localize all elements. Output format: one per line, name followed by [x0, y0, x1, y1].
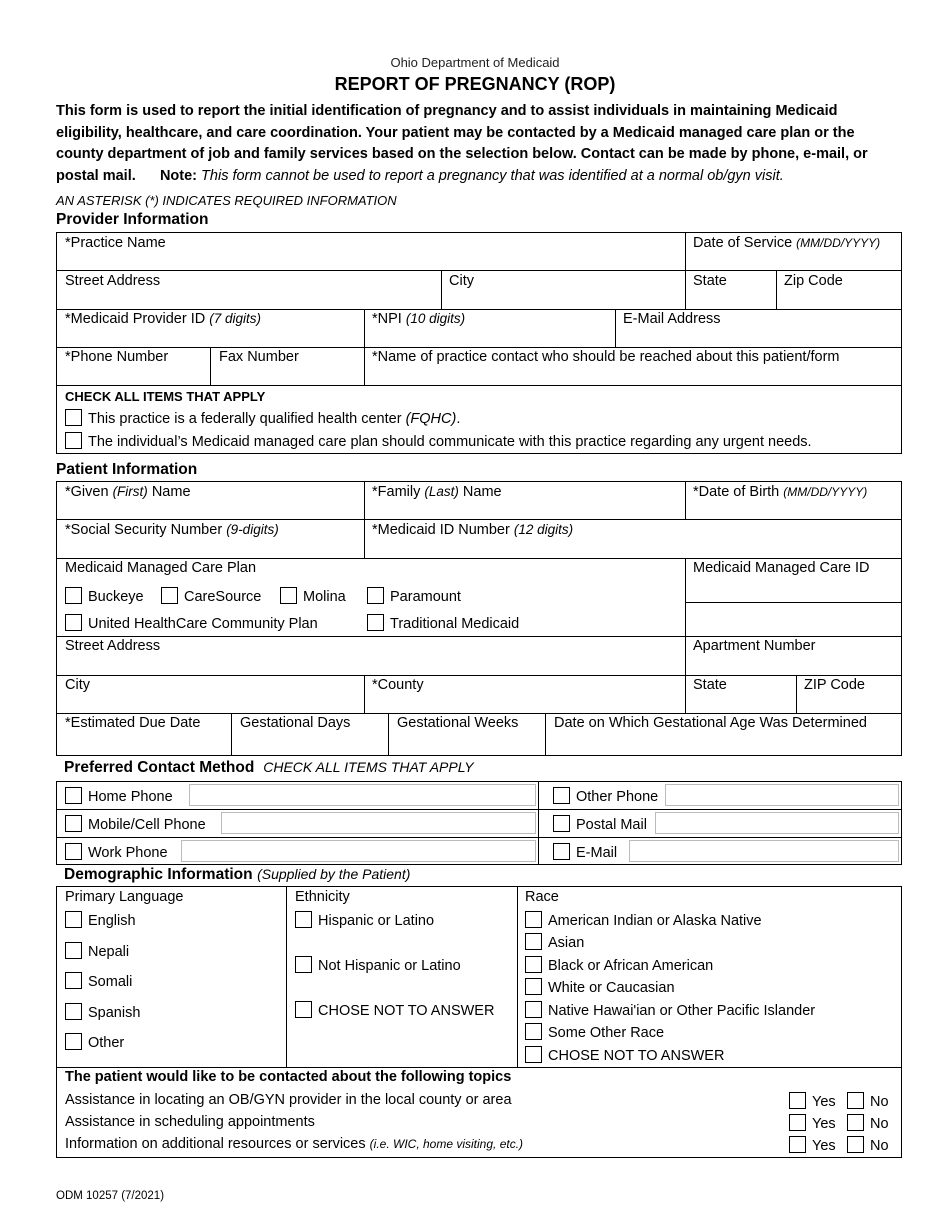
contact-section-title: Preferred Contact Method	[64, 759, 255, 776]
plan-traditional-medicaid-checkbox[interactable]	[367, 614, 384, 631]
language-label: Primary Language	[65, 889, 184, 905]
email-input[interactable]	[629, 840, 899, 862]
urgent-needs-checkbox[interactable]	[65, 432, 82, 449]
contact-home-phone[interactable]: Home Phone	[65, 787, 173, 805]
not-hispanic-checkbox[interactable]	[295, 956, 312, 973]
gest-date-label: Date on Which Gestational Age Was Determined	[554, 715, 867, 731]
contact-postal-mail[interactable]: Postal Mail	[553, 815, 647, 833]
practice-name-label: *Practice Name	[65, 235, 166, 251]
plan-buckeye-checkbox[interactable]	[65, 587, 82, 604]
note-text: This form cannot be used to report a pregnancy that was identified at a normal ob/gyn visit.	[201, 167, 784, 184]
plan-molina-checkbox[interactable]	[280, 587, 297, 604]
home-phone-checkbox[interactable]	[65, 787, 82, 804]
ethnicity-no-answer-checkbox[interactable]	[295, 1001, 312, 1018]
provider-street-label: Street Address	[65, 273, 161, 289]
other-phone-input[interactable]	[665, 784, 899, 806]
contact-method-box	[56, 781, 902, 865]
intro-paragraph	[56, 101, 906, 187]
race-no-answer-checkbox[interactable]	[525, 1046, 542, 1063]
topic-resources: Information on additional resources or services (i.e. WIC, home visiting, etc.)	[65, 1136, 524, 1152]
other-race-checkbox[interactable]	[525, 1023, 542, 1040]
plan-united-healthcare-checkbox[interactable]	[65, 614, 82, 631]
intro-text: This form is used to report the initial identification of pregnancy and to assist individuals in maintaining Medicaid eligibility, healthcare, and care coordination. Your patient may be contacted by a Medicaid managed care plan or the county department of job and family services based on the selection below. Contact can be made by phone, e-mail, or postal mail.	[56, 103, 868, 184]
contact-other-phone[interactable]: Other Phone	[553, 787, 658, 805]
home-phone-input[interactable]	[189, 784, 536, 806]
patient-zip-label: ZIP Code	[804, 677, 865, 693]
topic3-no[interactable]: No	[847, 1136, 889, 1154]
contact-email[interactable]: E-Mail	[553, 843, 617, 861]
topic3-yes[interactable]: Yes	[789, 1136, 836, 1154]
email-checkbox[interactable]	[553, 843, 570, 860]
hispanic-checkbox[interactable]	[295, 911, 312, 928]
race-white[interactable]: White or Caucasian	[525, 978, 675, 996]
provider-zip-label: Zip Code	[784, 273, 843, 289]
provider-email-label: E-Mail Address	[623, 311, 721, 327]
white-checkbox[interactable]	[525, 978, 542, 995]
topic3-yes-checkbox[interactable]	[789, 1136, 806, 1153]
gest-weeks-label: Gestational Weeks	[397, 715, 519, 731]
other-language-checkbox[interactable]	[65, 1033, 82, 1050]
topic3-no-checkbox[interactable]	[847, 1136, 864, 1153]
plan-caresource-checkbox[interactable]	[161, 587, 178, 604]
patient-state-label: State	[693, 677, 727, 693]
topic2-yes[interactable]: Yes	[789, 1114, 836, 1132]
date-of-service-label: Date of Service (MM/DD/YYYY)	[693, 235, 881, 251]
plan-paramount[interactable]: Paramount	[367, 587, 461, 605]
mcp-id-label: Medicaid Managed Care ID	[693, 560, 870, 576]
urgent-needs-option[interactable]: The individual’s Medicaid managed care plan should communicate with this practice regarding any urgent needs.	[65, 432, 812, 450]
language-english[interactable]: English	[65, 911, 136, 929]
provider-info-box	[56, 232, 902, 454]
english-checkbox[interactable]	[65, 911, 82, 928]
demographic-section-sub: (Supplied by the Patient)	[257, 866, 411, 882]
postal-mail-input[interactable]	[655, 812, 899, 834]
fqhc-option[interactable]: This practice is a federally qualified health center (FQHC).	[65, 409, 460, 427]
check-all-label: CHECK ALL ITEMS THAT APPLY	[65, 389, 266, 404]
topic2-no[interactable]: No	[847, 1114, 889, 1132]
mobile-phone-input[interactable]	[221, 812, 536, 834]
pacific-islander-checkbox[interactable]	[525, 1001, 542, 1018]
spanish-checkbox[interactable]	[65, 1003, 82, 1020]
topic-scheduling: Assistance in scheduling appointments	[65, 1114, 315, 1130]
given-name-label: *Given (First) Name	[65, 484, 191, 500]
medicaid-provider-id-label: *Medicaid Provider ID (7 digits)	[65, 311, 262, 327]
topic1-yes[interactable]: Yes	[789, 1092, 836, 1110]
plan-buckeye[interactable]: Buckeye	[65, 587, 144, 605]
fqhc-checkbox[interactable]	[65, 409, 82, 426]
ethnicity-hispanic[interactable]: Hispanic or Latino	[295, 911, 434, 929]
demographic-section-header	[64, 866, 410, 884]
contact-check-all: CHECK ALL ITEMS THAT APPLY	[263, 759, 474, 775]
apartment-label: Apartment Number	[693, 638, 816, 654]
patient-section-title: Patient Information	[56, 461, 198, 478]
form-id-footer: ODM 10257 (7/2021)	[56, 1190, 165, 1202]
topic2-yes-checkbox[interactable]	[789, 1114, 806, 1131]
npi-label: *NPI (10 digits)	[372, 311, 466, 327]
american-indian-checkbox[interactable]	[525, 911, 542, 928]
asian-checkbox[interactable]	[525, 933, 542, 950]
demographic-section-title: Demographic Information	[64, 866, 253, 883]
language-other[interactable]: Other	[65, 1033, 124, 1051]
contact-section-header	[64, 759, 474, 777]
topic2-no-checkbox[interactable]	[847, 1114, 864, 1131]
topic1-yes-checkbox[interactable]	[789, 1092, 806, 1109]
provider-phone-label: *Phone Number	[65, 349, 169, 365]
language-spanish[interactable]: Spanish	[65, 1003, 140, 1021]
language-nepali[interactable]: Nepali	[65, 942, 129, 960]
form-title: REPORT OF PREGNANCY (ROP)	[334, 74, 616, 94]
race-asian[interactable]: Asian	[525, 933, 584, 951]
race-other[interactable]: Some Other Race	[525, 1023, 664, 1041]
topic-ob-gyn: Assistance in locating an OB/GYN provider in the local county or area	[65, 1092, 512, 1108]
ethnicity-not-hispanic[interactable]: Not Hispanic or Latino	[295, 956, 461, 974]
race-pacific-islander[interactable]: Native Hawai'ian or Other Pacific Islander	[525, 1001, 815, 1019]
required-note: AN ASTERISK (*) INDICATES REQUIRED INFORMATION	[56, 193, 397, 208]
topic1-no-checkbox[interactable]	[847, 1092, 864, 1109]
ethnicity-label: Ethnicity	[295, 889, 350, 905]
mcp-label: Medicaid Managed Care Plan	[65, 560, 257, 576]
topic1-no[interactable]: No	[847, 1092, 889, 1110]
race-black[interactable]: Black or African American	[525, 956, 713, 974]
medicaid-id-label: *Medicaid ID Number (12 digits)	[372, 522, 574, 538]
nepali-checkbox[interactable]	[65, 942, 82, 959]
agency-name: Ohio Department of Medicaid	[390, 55, 560, 70]
plan-paramount-checkbox[interactable]	[367, 587, 384, 604]
somali-checkbox[interactable]	[65, 972, 82, 989]
provider-section-title: Provider Information	[56, 211, 209, 228]
plan-molina[interactable]: Molina	[280, 587, 346, 605]
family-name-label: *Family (Last) Name	[372, 484, 502, 500]
provider-city-label: City	[449, 273, 474, 289]
work-phone-input[interactable]	[181, 840, 536, 862]
plan-caresource[interactable]: CareSource	[161, 587, 261, 605]
contact-mobile-phone[interactable]: Mobile/Cell Phone	[65, 815, 206, 833]
plan-traditional-medicaid[interactable]: Traditional Medicaid	[367, 614, 519, 632]
race-label: Race	[525, 889, 559, 905]
patient-city-label: City	[65, 677, 90, 693]
language-somali[interactable]: Somali	[65, 972, 132, 990]
provider-state-label: State	[693, 273, 727, 289]
mobile-phone-checkbox[interactable]	[65, 815, 82, 832]
postal-mail-checkbox[interactable]	[553, 815, 570, 832]
note-label: Note:	[159, 167, 198, 184]
ethnicity-no-answer[interactable]: CHOSE NOT TO ANSWER	[295, 1001, 494, 1019]
contact-work-phone[interactable]: Work Phone	[65, 843, 168, 861]
gest-days-label: Gestational Days	[240, 715, 351, 731]
ssn-label: *Social Security Number (9-digits)	[65, 522, 279, 538]
topics-title: The patient would like to be contacted about the following topics	[65, 1069, 512, 1085]
due-date-label: *Estimated Due Date	[65, 715, 201, 731]
county-label: *County	[372, 677, 424, 693]
other-phone-checkbox[interactable]	[553, 787, 570, 804]
patient-info-box	[56, 481, 902, 756]
dob-label: *Date of Birth (MM/DD/YYYY)	[693, 484, 868, 500]
race-no-answer[interactable]: CHOSE NOT TO ANSWER	[525, 1046, 724, 1064]
demographic-box	[56, 886, 902, 1158]
patient-street-label: Street Address	[65, 638, 161, 654]
plan-united-healthcare[interactable]: United HealthCare Community Plan	[65, 614, 318, 632]
race-american-indian[interactable]: American Indian or Alaska Native	[525, 911, 762, 929]
work-phone-checkbox[interactable]	[65, 843, 82, 860]
provider-fax-label: Fax Number	[219, 349, 299, 365]
practice-contact-label: *Name of practice contact who should be reached about this patient/form	[372, 349, 840, 365]
black-checkbox[interactable]	[525, 956, 542, 973]
